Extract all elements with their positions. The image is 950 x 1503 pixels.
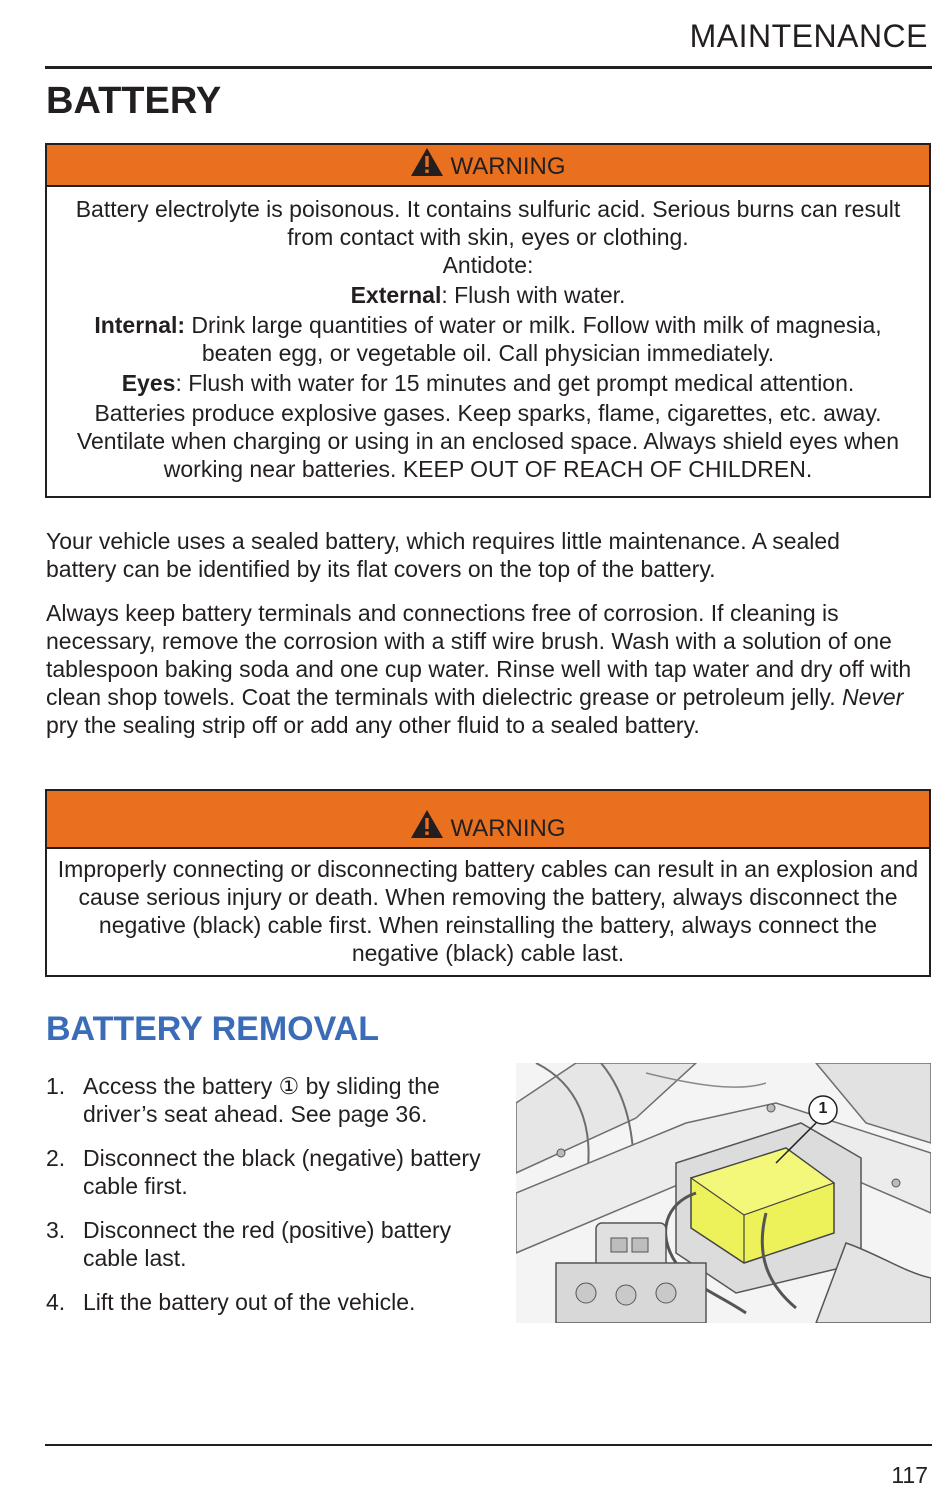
list-item [46,1288,496,1316]
warning-text-line: Batteries produce explosive gases. Keep sparks, flame, cigarettes, etc. away. Ventilate when charging or using in an enclosed space. Always shield eyes when working near batteries. KEEP OUT OF REACH OF CHILDREN. [76,400,900,482]
footer-rule [45,1444,932,1446]
list-item [46,1072,496,1128]
battery-illustration-drawing [516,1063,931,1323]
warning-body [47,187,929,493]
warning-antidote-eyes [57,369,919,397]
step-number: 3. [46,1217,66,1243]
step-text: Disconnect the black (negative) battery cable first. [83,1145,481,1199]
warning-text-line: Antidote: [442,252,534,278]
warning-triangle-icon [410,147,444,177]
emphasis-text: Never [842,684,904,710]
warning-text-line: Battery electrolyte is poisonous. It contains sulfuric acid. Serious burns can result from contact with skin, eyes or clothing. [75,196,901,250]
body-paragraph: Your vehicle uses a sealed battery, which requires little maintenance. A sealed battery can be identified by its flat covers on the top of the battery. [46,528,840,582]
antidote-text: Drink large quantities of water or milk. Follow with milk of magnesia, beaten egg, or vegetable oil. Call physician immediately. [185,312,882,366]
warning-label: WARNING [450,153,566,180]
list-item [46,1144,496,1200]
battery-location-illustration [516,1063,931,1323]
antidote-label: Eyes [121,370,176,396]
warning-label: WARNING [450,815,566,842]
header-rule [45,66,932,69]
antidote-label: Internal: [94,312,186,338]
step-number: 2. [46,1145,66,1171]
warning-box-electrolyte [45,143,931,498]
warning-header [47,791,929,849]
figure-callout-label: 1 [818,1100,828,1117]
step-text: Disconnect the red (positive) battery cable last. [83,1217,452,1271]
antidote-text: : Flush with water. [441,282,626,308]
step-text: Lift the battery out of the vehicle. [83,1289,416,1315]
warning-antidote-internal [57,311,919,367]
list-item [46,1216,496,1272]
removal-steps [46,1072,496,1332]
step-number: 1. [46,1073,66,1099]
section-title: BATTERY REMOVAL [46,1010,380,1048]
running-header: MAINTENANCE [689,18,928,54]
warning-body [47,849,929,977]
warning-box-cables [45,789,931,977]
body-paragraph [46,599,916,739]
paragraph-text: Always keep battery terminals and connections free of corrosion. If cleaning is necessary, remove the corrosion with a stiff wire brush. Wash with a solution of one tablespoon baking soda and one cup water. Rinse well with tap water and dry off with clean shop towels. Coat the terminals with dielectric grease or petroleum jelly. [46,600,912,710]
warning-text-line: Improperly connecting or disconnecting battery cables can result in an explosion and cause serious injury or death. When removing the battery, always disconnect the negative (black) cable first. When reinstalling the battery, always connect the negative (black) cable last. [57,856,919,966]
warning-antidote-external [57,281,919,309]
page-number: 117 [891,1462,928,1488]
warning-header [47,145,929,187]
warning-triangle-icon [410,809,444,839]
step-number: 4. [46,1289,66,1315]
antidote-label: External [350,282,442,308]
page-title: BATTERY [46,80,222,122]
paragraph-text: pry the sealing strip off or add any other fluid to a sealed battery. [46,712,700,738]
step-text: Access the battery ① by sliding the driver’s seat ahead. See page 36. [83,1073,440,1127]
antidote-text: : Flush with water for 15 minutes and get prompt medical attention. [175,370,855,396]
